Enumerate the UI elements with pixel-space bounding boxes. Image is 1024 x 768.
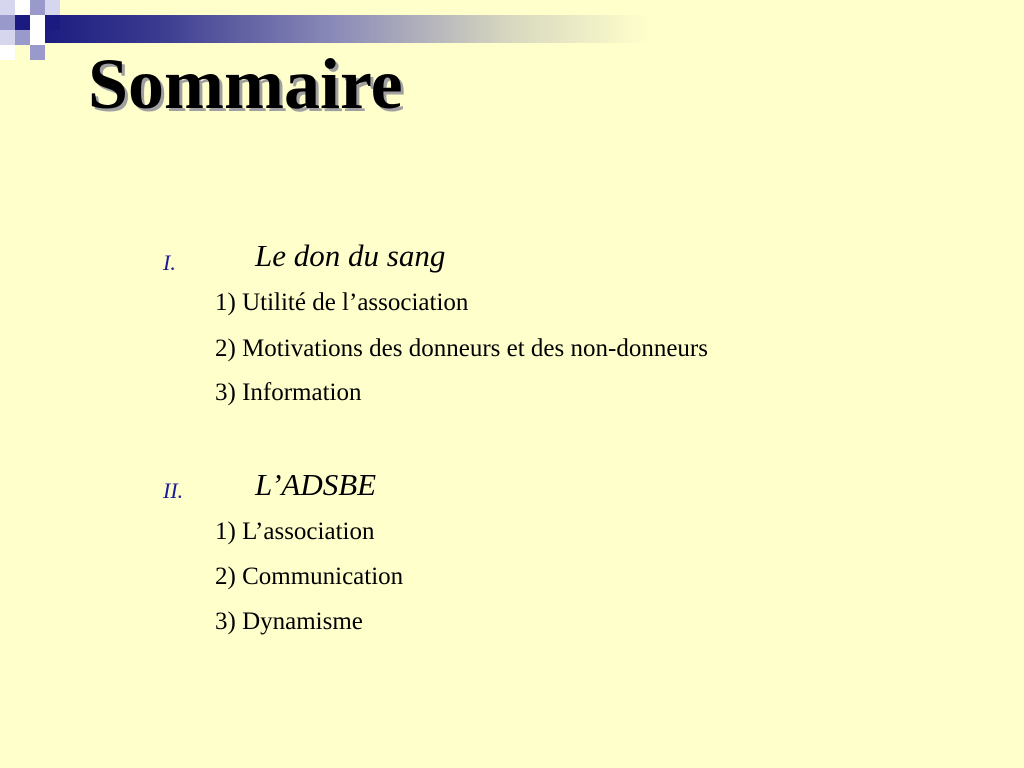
section-numeral: II.	[163, 478, 184, 503]
list-item: 3) Dynamisme	[215, 608, 363, 635]
section-title: L’ADSBE	[255, 467, 377, 502]
list-item: 2) Communication	[215, 563, 404, 590]
header-gradient-band	[38, 15, 1024, 43]
slide-title: Sommaire	[88, 44, 403, 124]
section-title: Le don du sang	[255, 238, 446, 273]
list-item: 1) Utilité de l’association	[215, 289, 469, 316]
list-item: 2) Motivations des donneurs et des non-donneurs	[215, 335, 708, 362]
list-item: 1) L’association	[215, 518, 375, 545]
section-numeral: I.	[163, 250, 176, 275]
list-item: 3) Information	[215, 379, 362, 406]
